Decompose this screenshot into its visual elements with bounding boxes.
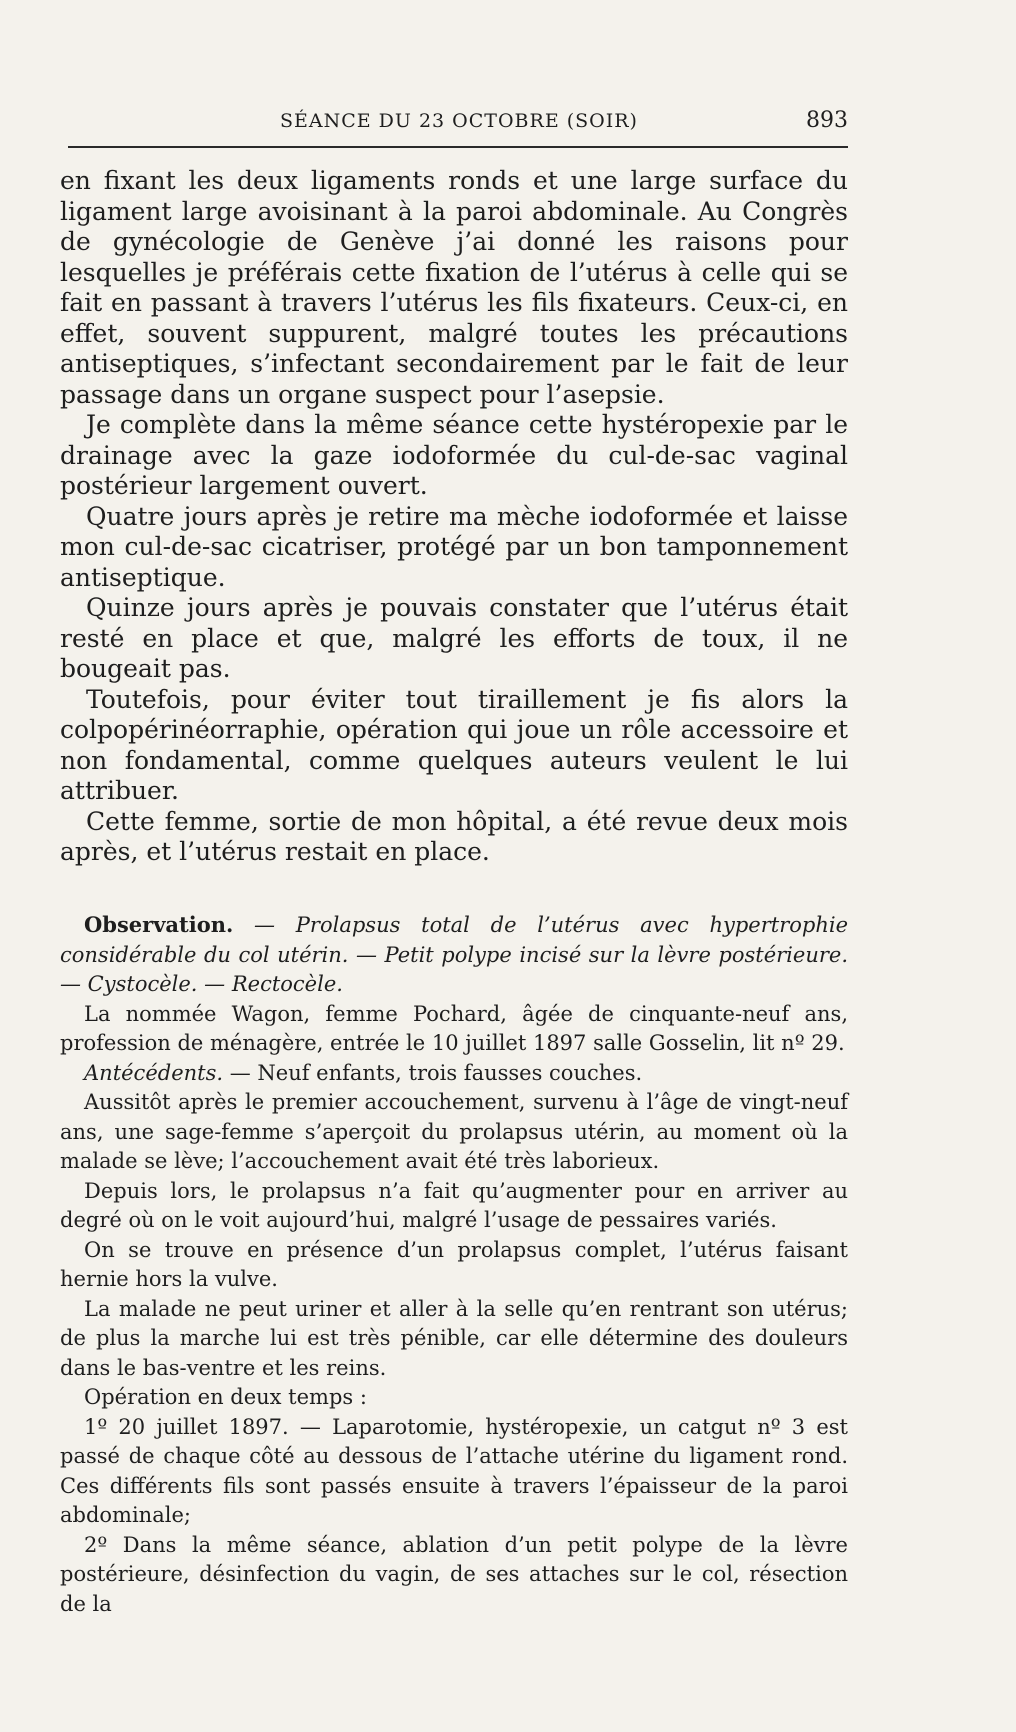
- body-paragraph-6: Cette femme, sortie de mon hôpital, a été revue deux mois après, et l’utérus restait en place.: [60, 806, 848, 866]
- page-header: [68, 104, 848, 144]
- antecedents-paragraph: [60, 1059, 848, 1089]
- observation-heading: [60, 910, 848, 1000]
- header-rule: [68, 146, 848, 148]
- running-title: SÉANCE DU 23 OCTOBRE (SOIR): [280, 110, 638, 132]
- antecedents-label: Antécédents.: [84, 1060, 224, 1085]
- main-body-text: [60, 166, 848, 868]
- observation-description: — Prolapsus total de l’utérus avec hypertrophie considérable du col utérin. — Petit polype incisé sur la lèvre postérieure. — Cystocèle. — Rectocèle.: [60, 913, 848, 996]
- body-paragraph-5: Toutefois, pour éviter tout tiraillement je fis alors la colpopérinéorraphie, opération qui joue un rôle accessoire et non fondamental, comme quelques auteurs veulent le lui attribuer.: [60, 684, 848, 805]
- observation-title: Observation.: [84, 912, 234, 937]
- observation-paragraph-9: 2º Dans la même séance, ablation d’un petit polype de la lèvre postérieure, désinfection du vagin, de ses attaches sur le col, résection de la: [60, 1532, 848, 1616]
- observation-paragraph-4: Depuis lors, le prolapsus n’a fait qu’augmenter pour en arriver au degré où on le voit aujourd’hui, malgré l’usage de pessaires variés.: [60, 1178, 848, 1232]
- body-paragraph-4: Quinze jours après je pouvais constater que l’utérus était resté en place et que, malgré les efforts de toux, il ne bougeait pas.: [60, 593, 848, 683]
- body-paragraph-3: Quatre jours après je retire ma mèche iodoformée et laisse mon cul-de-sac cicatriser, protégé par un bon tamponnement antiseptique.: [60, 501, 848, 592]
- observation-paragraph-6: La malade ne peut uriner et aller à la selle qu’en rentrant son utérus; de plus la marche lui est très pénible, car elle détermine des douleurs dans le bas-ventre et les reins.: [60, 1296, 848, 1380]
- observation-paragraph-1: La nommée Wagon, femme Pochard, âgée de cinquante-neuf ans, profession de ménagère, entrée le 10 juillet 1897 salle Gosselin, lit nº 29.: [60, 1001, 848, 1055]
- observation-paragraph-7: Opération en deux temps :: [84, 1385, 367, 1409]
- observation-paragraph-5: On se trouve en présence d’un prolapsus complet, l’utérus faisant hernie hors la vulve.: [60, 1237, 848, 1291]
- observation-section: [60, 910, 848, 1619]
- observation-paragraph-3: Aussitôt après le premier accouchement, survenu à l’âge de vingt-neuf ans, une sage-femme s’aperçoit du prolapsus utérin, au moment où la malade se lève; l’accouchement avait été très laborieux.: [60, 1090, 848, 1173]
- page-number: 893: [806, 108, 848, 133]
- observation-paragraph-8: 1º 20 juillet 1897. — Laparotomie, hystéropexie, un catgut nº 3 est passé de chaque côté au dessous de l’attache utérine du ligament rond. Ces différents fils sont passés ensuite à travers l’épaisseur de la paroi abdominale;: [60, 1414, 848, 1527]
- body-paragraph-2: Je complète dans la même séance cette hystéropexie par le drainage avec la gaze iodoformée du cul-de-sac vaginal postérieur largement ouvert.: [60, 410, 848, 500]
- body-paragraph-1: en fixant les deux ligaments ronds et une large surface du ligament large avoisinant à la paroi abdominale. Au Congrès de gynécologie de Genève j’ai donné les raisons pour lesquelles je préférais cette fixation de l’utérus à celle qui se fait en passant à travers l’utérus les fils fixateurs. Ceux-ci, en effet, souvent suppurent, malgré toutes les précautions antiseptiques, s’infectant secondairement par le fait de leur passage dans un organe suspect pour l’asepsie.: [60, 166, 848, 409]
- antecedents-text: — Neuf enfants, trois fausses couches.: [223, 1060, 643, 1085]
